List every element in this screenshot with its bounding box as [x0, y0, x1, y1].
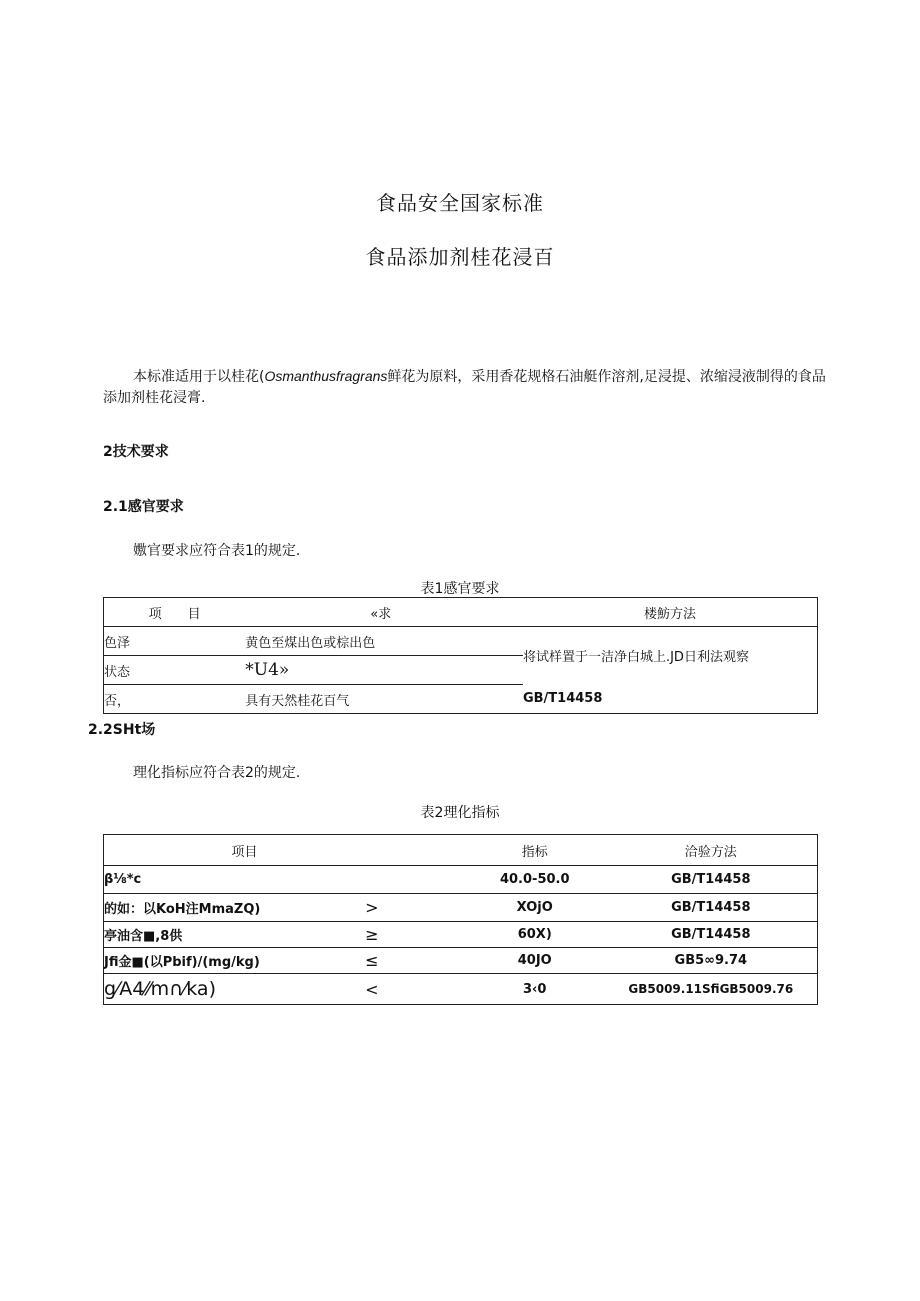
table-header-cell: 项目: [104, 835, 366, 866]
table-header-cell: 指标: [465, 835, 605, 866]
table-cell: GB/T14458: [605, 866, 818, 894]
table-cell: GB5009.11SfiGB5009.76: [628, 982, 794, 996]
scope-paragraph: [103, 366, 838, 409]
table-cell: <: [365, 979, 379, 999]
table-header-cell: 楼魴方法: [523, 598, 818, 627]
table-cell: [245, 627, 523, 656]
physicochemical-indicators-table: [103, 834, 818, 1005]
table-cell: 亭油含■,8供: [104, 922, 366, 948]
table-row: [104, 627, 818, 656]
table-cell: GB/T14458: [605, 894, 818, 922]
table-header-cell: 洽验方法: [605, 835, 818, 866]
table-header-cell: 项 目: [104, 598, 246, 627]
scope-text-post: 鲜花为原料，采用香花规格石油艇作溶剂,足浸提、浓缩浸液制得的食品添加剂桂花浸膏.: [103, 369, 826, 406]
table-cell: XOjO: [465, 894, 605, 922]
section-2-1-paragraph: 嫐官要求应符合表1的规定.: [133, 543, 301, 559]
table-cell: GB/T14458: [605, 922, 818, 948]
table-cell: 具有天然桂花百气: [245, 693, 350, 709]
table-cell: 的如：以KoH注MmaZQ): [104, 894, 366, 922]
table-cell: ≤: [365, 948, 465, 974]
section-heading-2-1: 2.1感官要求: [103, 499, 184, 515]
table-cell: [523, 627, 818, 685]
table-cell: β⅛*c: [104, 866, 366, 894]
scope-text-pre: 本标准适用于以桂花(: [133, 369, 265, 385]
section-heading-2: 2技术要求: [103, 444, 169, 460]
table-header-cell: «求: [245, 598, 523, 627]
table-cell: >: [365, 894, 465, 922]
table-cell: Jfi金■(以Pbif)/(mg/kg): [104, 948, 366, 974]
table-cell: 3‹0: [523, 981, 547, 997]
sensory-requirements-table: [103, 597, 818, 714]
table-cell: *U4»: [245, 656, 523, 685]
table-cell-text: 将试样置于一洁净白城上.JD日利法观察: [522, 650, 749, 666]
table-header-row: [104, 835, 818, 866]
table-row: [104, 866, 818, 894]
table-row: [104, 894, 818, 922]
table-cell: [365, 866, 465, 894]
table-cell: 40.0-50.0: [465, 866, 605, 894]
table-cell-text: 黄色至煤出色或棕出色: [245, 635, 376, 651]
table1-caption: 表1感官要求: [420, 581, 500, 597]
table-row: [104, 685, 818, 714]
table-header-row: [104, 598, 818, 627]
table-cell: 否，: [104, 693, 131, 709]
table-row: [104, 974, 818, 1005]
doc-title: 食品安全国家标准: [376, 191, 544, 215]
table-cell: GB/T14458: [522, 691, 603, 707]
table-cell: ≥: [365, 922, 465, 948]
table-row: [104, 948, 818, 974]
scope-latin-name: Osmanthusfragrans: [264, 368, 388, 384]
table-cell: 色泽: [104, 627, 246, 656]
table-cell: 60X): [465, 922, 605, 948]
table-row: [104, 922, 818, 948]
table-cell: g⁄A4⁄⁄m∩⁄ka): [104, 978, 216, 1000]
table2-caption: 表2理化指标: [420, 805, 500, 821]
table-cell: GB5∞9.74: [605, 948, 818, 974]
section-2-2-paragraph: 理化指标应符合表2的规定.: [133, 765, 301, 781]
table-cell: 40JO: [465, 948, 605, 974]
section-heading-2-2: 2.2SHt场: [88, 722, 156, 738]
table-header-cell: [365, 835, 465, 866]
doc-subtitle: 食品添加剂桂花浸百: [365, 245, 555, 269]
table-cell: 状态: [104, 656, 246, 685]
